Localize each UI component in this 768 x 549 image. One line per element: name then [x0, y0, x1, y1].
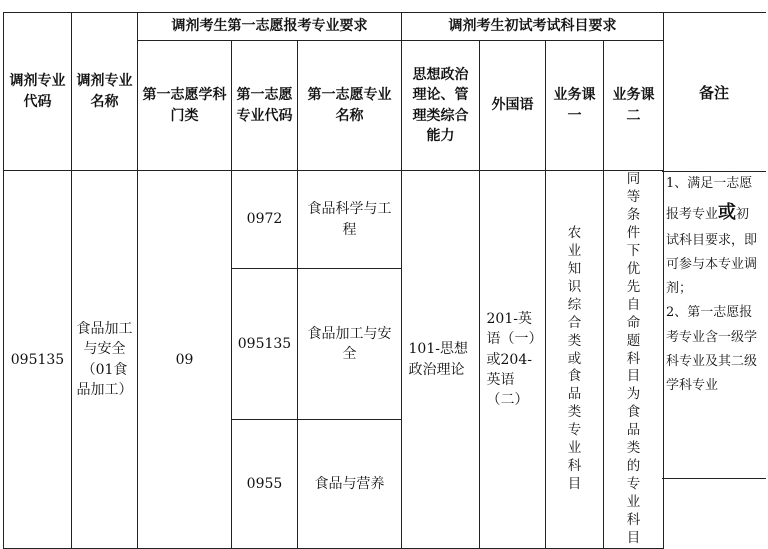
- header-first-category: 第一志愿学科门类: [138, 41, 232, 171]
- cell-first-category: 09: [138, 171, 232, 549]
- header-course-one: 业务课一: [546, 41, 604, 171]
- adjustment-requirements-table: [3, 12, 664, 549]
- header-remark: 备注: [662, 13, 766, 172]
- cell-adjust-name: 食品加工与安全（01食品加工）: [72, 171, 138, 549]
- remark-text: 1、满足一志愿报考专业或初试科目要求，即可参与本专业调剂； 2、第一志愿报考专业含一级学科专业及其二级学科专业: [666, 176, 758, 393]
- header-foreign-language: 外国语: [480, 41, 546, 171]
- header-first-name: 第一志愿专业名称: [298, 41, 402, 171]
- header-adjust-code: 调剂专业代码: [4, 13, 72, 171]
- cell-first-code-1: 095135: [232, 269, 298, 420]
- cell-course-two: 同等条件下优先自命题科目为食品类的专业科目: [604, 171, 664, 549]
- header-adjust-name: 调剂专业名称: [72, 13, 138, 171]
- cell-adjust-code: 095135: [4, 171, 72, 549]
- remark-emphasis: 或: [718, 202, 737, 224]
- cell-first-name-2: 食品与营养: [298, 420, 402, 549]
- cell-politics: 101-思想政治理论: [402, 171, 480, 549]
- cell-first-name-1: 食品加工与安全: [298, 269, 402, 420]
- cell-first-name-0: 食品科学与工程: [298, 171, 402, 269]
- cell-first-code-2: 0955: [232, 420, 298, 549]
- remark-column: [662, 12, 766, 479]
- header-course-two: 业务课二: [604, 41, 664, 171]
- header-group-exam: 调剂考生初试考试科目要求: [402, 13, 664, 41]
- cell-course-one: 农业知识综合类或食品类专业科目: [546, 171, 604, 549]
- header-politics: 思想政治理论、管理类综合能力: [402, 41, 480, 171]
- cell-first-code-0: 0972: [232, 171, 298, 269]
- header-first-code: 第一志愿专业代码: [232, 41, 298, 171]
- header-group-first-choice: 调剂考生第一志愿报考专业要求: [138, 13, 402, 41]
- cell-foreign-language: 201-英语（一）或204-英语（二）: [480, 171, 546, 549]
